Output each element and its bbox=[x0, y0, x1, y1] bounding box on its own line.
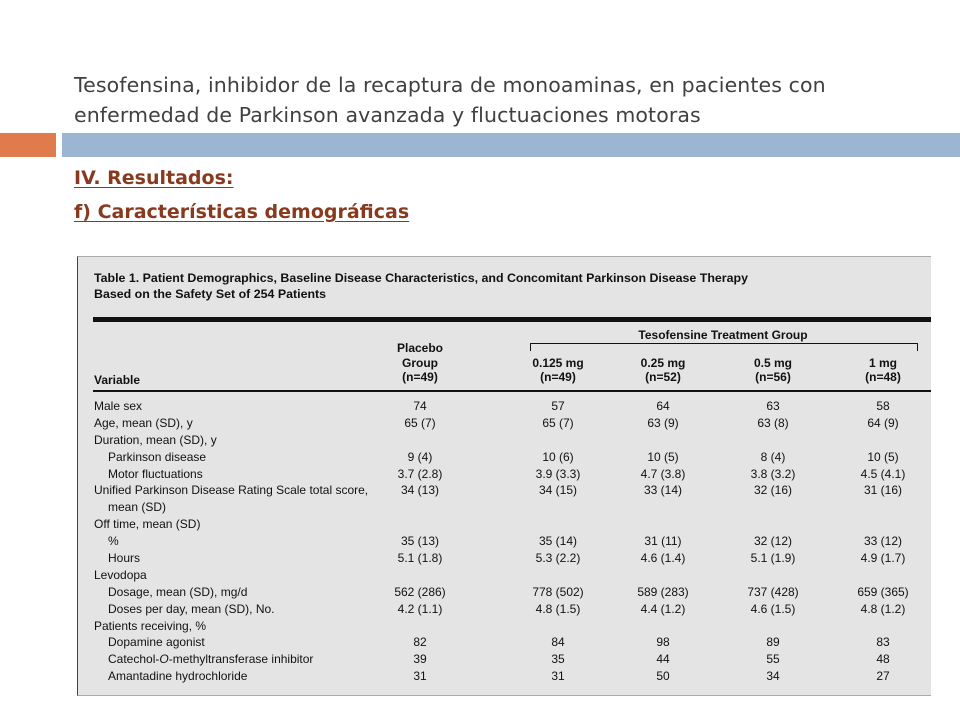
cell: 57 bbox=[551, 399, 565, 413]
cell: 50 bbox=[656, 669, 670, 684]
column-header-1mg bbox=[843, 356, 923, 385]
table-row bbox=[78, 634, 931, 651]
cell: 74 bbox=[413, 399, 427, 413]
cell: 63 bbox=[766, 399, 780, 413]
row-label: Age, mean (SD), y bbox=[94, 415, 193, 430]
cell: 4.8 (1.2) bbox=[860, 601, 906, 616]
cell: 31 bbox=[413, 669, 427, 684]
column-header-line: Placebo bbox=[396, 341, 444, 355]
treatment-group-bracket bbox=[530, 343, 918, 351]
row-label: Doses per day, mean (SD), No. bbox=[108, 601, 275, 616]
cell: 44 bbox=[656, 652, 670, 667]
column-header-line: 0.25 mg bbox=[640, 355, 686, 370]
cell: 48 bbox=[876, 652, 890, 667]
row-label: Catechol-O-methyltransferase inhibitor bbox=[108, 652, 314, 667]
row-label-line-1: Unified Parkinson Disease Rating Scale total score, bbox=[94, 483, 369, 498]
cell: 10 (5) bbox=[867, 449, 899, 464]
cell: 58 bbox=[876, 399, 890, 413]
table-row bbox=[78, 584, 931, 601]
table-row bbox=[78, 618, 931, 635]
cell: 4.4 (1.2) bbox=[640, 601, 686, 616]
cell: 55 bbox=[766, 652, 780, 667]
cell: 4.9 (1.7) bbox=[860, 551, 906, 566]
table-top-rule bbox=[93, 317, 931, 322]
cell: 31 (11) bbox=[644, 534, 682, 549]
cell: 35 (14) bbox=[538, 534, 578, 549]
slide-title-line-2: enfermedad de Parkinson avanzada y fluctuaciones motoras bbox=[74, 103, 701, 127]
table-image-panel bbox=[77, 256, 931, 696]
cell: 4.6 (1.5) bbox=[750, 601, 796, 616]
table-row bbox=[78, 449, 931, 466]
row-label-line-2: mean (SD) bbox=[108, 500, 167, 515]
cell: 35 bbox=[551, 652, 565, 667]
slide-title bbox=[74, 70, 934, 130]
cell: 9 (4) bbox=[407, 449, 433, 464]
cell: 89 bbox=[766, 635, 780, 650]
row-label: Motor fluctuations bbox=[108, 466, 203, 481]
table-body bbox=[78, 398, 931, 685]
cell: 65 (7) bbox=[542, 415, 574, 430]
section-heading: IV. Resultados: bbox=[74, 167, 234, 189]
cell: 4.6 (1.4) bbox=[640, 551, 686, 566]
cell: 32 (12) bbox=[753, 534, 793, 549]
cell: 31 bbox=[551, 669, 565, 684]
cell: 778 (502) bbox=[532, 584, 584, 599]
cell: 5.1 (1.8) bbox=[397, 551, 443, 566]
cell: 10 (6) bbox=[542, 449, 574, 464]
table-row bbox=[78, 415, 931, 432]
table-row bbox=[78, 567, 931, 584]
cell: 63 (8) bbox=[757, 415, 789, 430]
cell: 63 (9) bbox=[647, 415, 679, 430]
cell: 562 (286) bbox=[394, 584, 446, 599]
cell: 64 (9) bbox=[867, 415, 899, 430]
variable-column-header: Variable bbox=[94, 373, 141, 387]
cell: 27 bbox=[876, 669, 890, 684]
cell: 34 (15) bbox=[538, 483, 578, 498]
cell: 3.7 (2.8) bbox=[397, 466, 443, 481]
subsection-heading: f) Características demográficas bbox=[74, 201, 410, 223]
column-header-line: (n=56) bbox=[755, 370, 791, 384]
cell: 65 (7) bbox=[404, 415, 436, 430]
cell: 34 (13) bbox=[400, 483, 440, 498]
column-header-line: 0.125 mg bbox=[532, 355, 584, 370]
cell: 64 bbox=[656, 399, 670, 413]
column-header-line: 1 mg bbox=[868, 355, 897, 370]
cell: 39 bbox=[413, 652, 427, 667]
row-label: Male sex bbox=[94, 399, 143, 413]
cell: 98 bbox=[656, 635, 670, 650]
cell: 4.5 (4.1) bbox=[860, 466, 906, 481]
cell: 35 (13) bbox=[400, 534, 440, 549]
cell: 83 bbox=[876, 635, 890, 650]
cell: 8 (4) bbox=[760, 449, 786, 464]
cell: 31 (16) bbox=[863, 483, 903, 498]
table-row bbox=[78, 550, 931, 567]
cell: 3.9 (3.3) bbox=[535, 466, 581, 481]
row-label: Dopamine agonist bbox=[108, 635, 205, 650]
cell: 33 (12) bbox=[863, 534, 903, 549]
cell: 4.7 (3.8) bbox=[640, 466, 686, 481]
row-label: Levodopa bbox=[94, 567, 147, 582]
cell: 32 (16) bbox=[753, 483, 793, 498]
column-header-line: (n=52) bbox=[645, 370, 681, 384]
column-header-025mg bbox=[623, 356, 703, 385]
column-header-0125mg bbox=[518, 356, 598, 385]
table-row bbox=[78, 432, 931, 449]
table-caption bbox=[94, 270, 748, 302]
cell: 737 (428) bbox=[747, 584, 799, 599]
column-header-line: (n=49) bbox=[402, 370, 438, 384]
column-header-05mg bbox=[733, 356, 813, 385]
cell: 33 (14) bbox=[643, 483, 683, 498]
row-label: Amantadine hydrochloride bbox=[108, 669, 248, 684]
row-label: Off time, mean (SD) bbox=[94, 517, 201, 532]
table-row bbox=[78, 651, 931, 668]
cell: 659 (365) bbox=[857, 584, 909, 599]
cell: 589 (283) bbox=[637, 584, 689, 599]
cell: 82 bbox=[413, 635, 427, 650]
column-header-placebo bbox=[380, 341, 460, 385]
table-row bbox=[78, 398, 931, 415]
table-row bbox=[78, 482, 931, 516]
table-row bbox=[78, 533, 931, 550]
row-label: Patients receiving, % bbox=[94, 618, 207, 633]
row-label: Duration, mean (SD), y bbox=[94, 432, 217, 447]
column-header-line: Group bbox=[402, 355, 438, 370]
treatment-group-header: Tesofensine Treatment Group bbox=[638, 328, 808, 342]
row-label: Dosage, mean (SD), mg/d bbox=[108, 584, 248, 599]
blue-accent-bar bbox=[62, 133, 960, 157]
row-label: Hours bbox=[108, 551, 141, 566]
cell: 84 bbox=[551, 635, 565, 650]
table-header-rule bbox=[93, 390, 931, 392]
cell: 4.2 (1.1) bbox=[397, 601, 443, 616]
cell: 5.3 (2.2) bbox=[535, 551, 581, 566]
slide-title-line-1: Tesofensina, inhibidor de la recaptura de monoaminas, en pacientes con bbox=[74, 73, 826, 97]
table-row bbox=[78, 466, 931, 483]
orange-accent-bar bbox=[0, 133, 56, 157]
column-header-line: (n=48) bbox=[865, 370, 901, 384]
cell: 3.8 (3.2) bbox=[750, 466, 796, 481]
cell: 5.1 (1.9) bbox=[750, 551, 796, 566]
row-label bbox=[94, 482, 368, 516]
row-label: Parkinson disease bbox=[108, 449, 207, 464]
table-row bbox=[78, 601, 931, 618]
cell: 10 (5) bbox=[647, 449, 679, 464]
table-row bbox=[78, 668, 931, 685]
cell: 34 bbox=[766, 669, 780, 684]
table-caption-line-1: Table 1. Patient Demographics, Baseline Disease Characteristics, and Concomitant Parkinson Disease Therapy bbox=[94, 271, 748, 285]
cell: 4.8 (1.5) bbox=[535, 601, 581, 616]
column-header-line: 0.5 mg bbox=[753, 355, 792, 370]
table-row bbox=[78, 516, 931, 533]
row-label: % bbox=[108, 534, 119, 549]
column-header-line: (n=49) bbox=[540, 370, 576, 384]
table-caption-line-2: Based on the Safety Set of 254 Patients bbox=[94, 287, 327, 301]
